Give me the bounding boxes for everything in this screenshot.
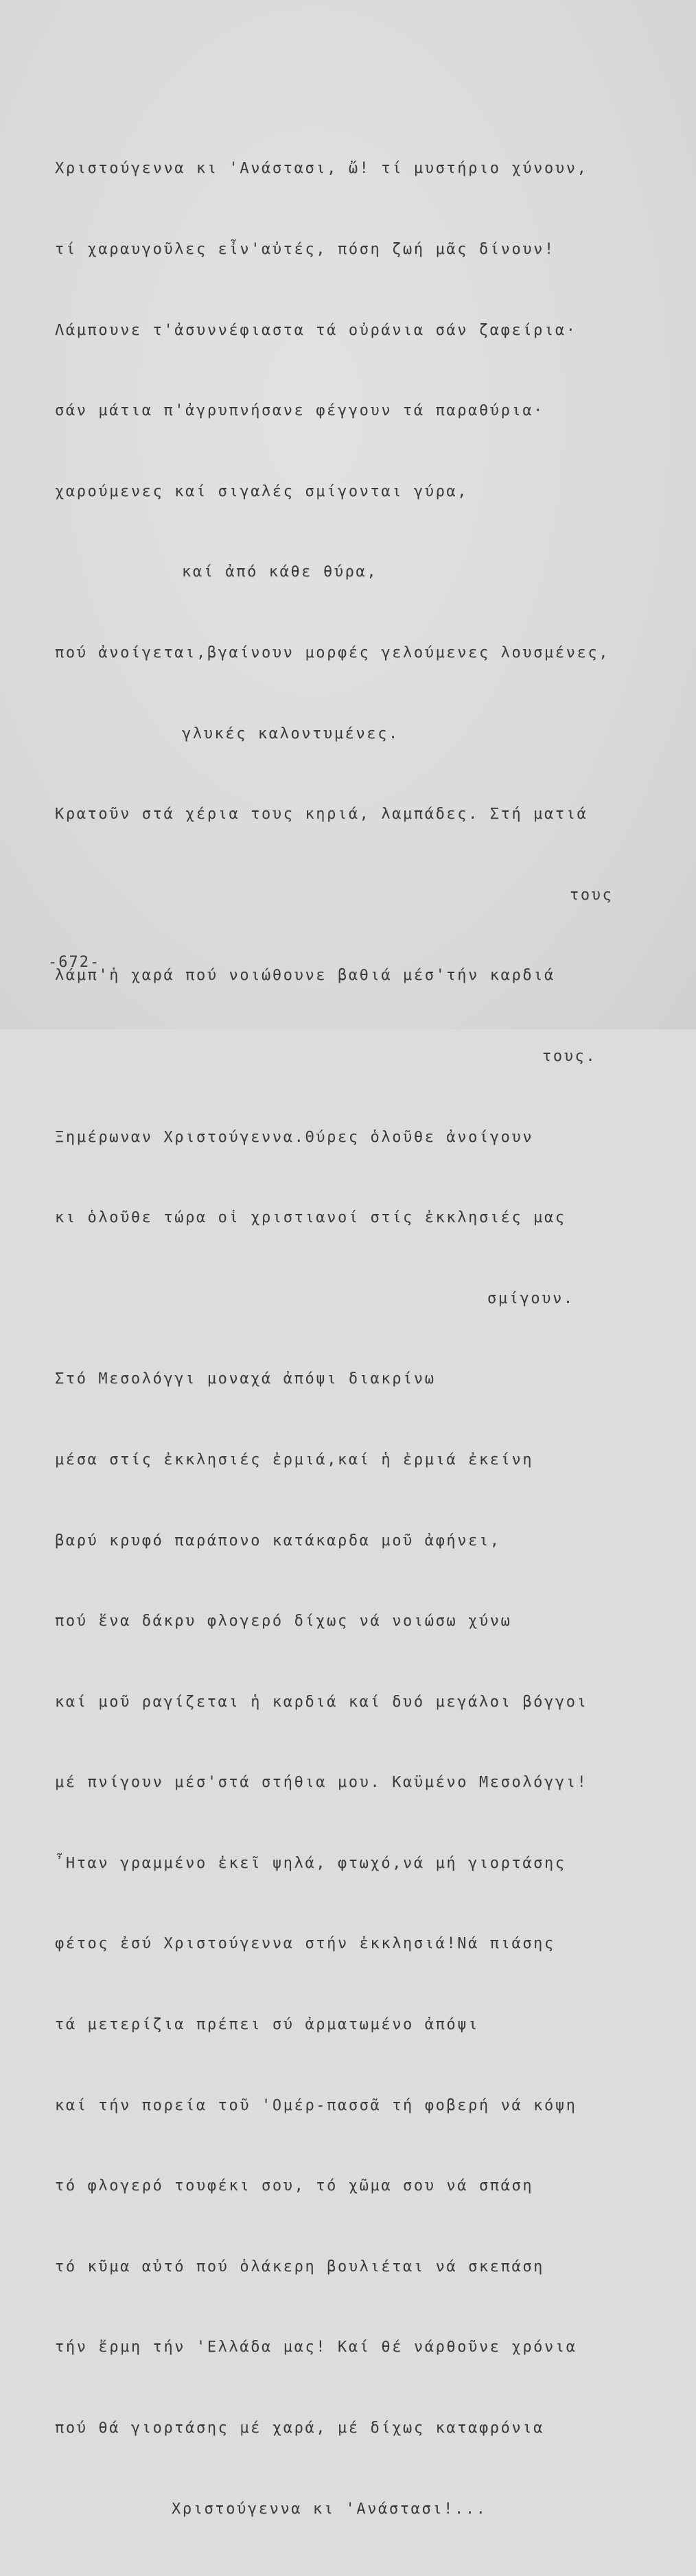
poem-line: φέτος ἐσύ Χριστούγεννα στήν ἐκκλησιά!Νά πιάσης [55, 1935, 555, 1953]
page-number: -672- [48, 954, 101, 971]
poem-line-continuation: σμίγουν. [487, 1289, 575, 1307]
poem-line: καί ἀπό κάθε θύρα, [182, 563, 378, 581]
poem-line: χαρούμενες καί σιγαλές σμίγονται γύρα, [55, 482, 469, 500]
poem-line: λάμπ'ἡ χαρά πού νοιώθουνε βαθιά μέσ'τήν καρδιά [55, 967, 555, 985]
poem-line: τί χαραυγοῦλες εἶν'αὐτές, πόση ζωή μᾶς δίνουν! [55, 241, 555, 258]
poem-line: βαρύ κρυφό παράπονο κατάκαρδα μοῦ ἀφήνει, [55, 1532, 501, 1549]
poem-line: μέσα στίς ἐκκλησιές ἐρμιά,καί ἡ ἐρμιά ἐκείνη [55, 1451, 534, 1468]
poem-text [55, 102, 673, 2576]
poem-line: Κρατοῦν στά χέρια τους κηριά, λαμπάδες. Στή ματιά [55, 806, 588, 823]
poem-line: τήν ἔρμη τήν 'Ελλάδα μας! Καί θέ νάρθοῦνε χρόνια [55, 2339, 577, 2356]
poem-line: Χριστούγεννα κι 'Ανάστασι!... [172, 2500, 487, 2518]
poem-line: μέ πνίγουν μέσ'στά στήθια μου. Καϋμένο Μεσολόγγι! [55, 1774, 588, 1792]
poem-line: Ξημέρωναν Χριστούγεννα.Θύρες ὁλοῦθε ἀνοίγουν [55, 1128, 534, 1146]
poem-line-continuation: τους. [542, 1047, 597, 1065]
poem-line: τά μετερίζια πρέπει σύ ἀρματωμένο ἀπόψι [55, 2016, 479, 2034]
poem-line: γλυκές καλοντυμένες. [182, 725, 399, 742]
poem-line: τό κῦμα αὐτό πού ὁλάκερη βουλιέται νά σκεπάση [55, 2258, 545, 2275]
poem-line: καί μοῦ ραγίζεται ἡ καρδιά καί δυό μεγάλοι βόγγοι [55, 1693, 588, 1711]
poem-line: πού ἕνα δάκρυ φλογερό δίχως νά νοιώσω χύνω [55, 1613, 512, 1630]
poem-line: σάν μάτια π'ἀγρυπνήσανε φέγγουν τά παραθύρια· [55, 402, 545, 420]
poem-line: τό φλογερό τουφέκι σου, τό χῶμα σου νά σπάση [55, 2177, 534, 2195]
poem-line: Χριστούγεννα κι 'Ανάστασι, ὤ! τί μυστήριο χύνουν, [55, 160, 588, 178]
poem-line: πού θά γιορτάσης μέ χαρά, μέ δίχως καταφρόνια [55, 2420, 545, 2437]
poem-line-continuation: τους [570, 886, 614, 904]
poem-line: καί τήν πορεία τοῦ 'Ομέρ-πασσᾶ τή φοβερή νά κόψη [55, 2096, 577, 2114]
poem-line: κι ὁλοῦθε τώρα οἱ χριστιανοί στίς ἐκκλησιές μας [55, 1209, 566, 1227]
poem-line: πού ἀνοίγεται,βγαίνουν μορφές γελούμενες λουσμένες, [55, 644, 610, 661]
poem-line: Λάμπουνε τ'ἀσυννέφιαστα τά οὐράνια σάν ζαφείρια· [55, 321, 577, 339]
poem-line: ῏Ηταν γραμμένο ἐκεῖ ψηλά, φτωχό,νά μή γιορτάσης [55, 1854, 566, 1872]
poem-line: Στό Μεσολόγγι μοναχά ἀπόψι διακρίνω [55, 1370, 436, 1388]
